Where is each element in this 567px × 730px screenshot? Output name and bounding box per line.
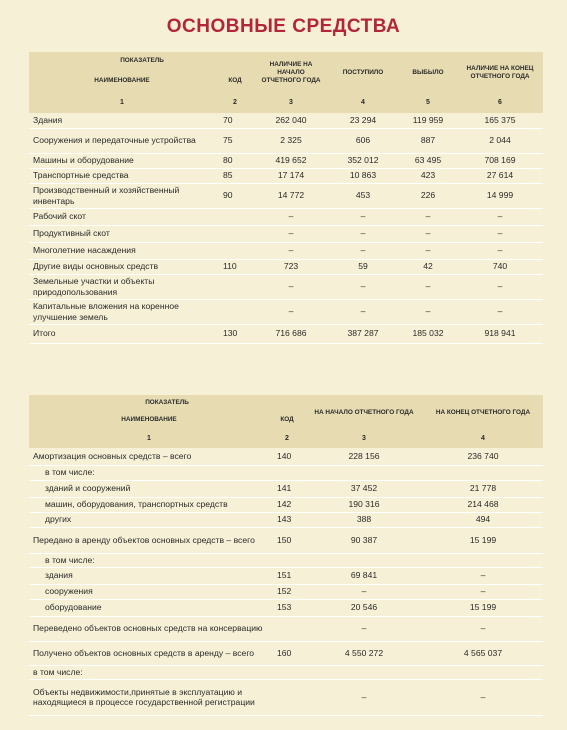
column-number: 3 (255, 93, 327, 113)
table-cell: 352 012 (327, 153, 399, 168)
table-cell: 17 174 (255, 168, 327, 183)
name-header: НАИМЕНОВАНИЕ (29, 69, 215, 93)
table-row (29, 242, 543, 259)
table-cell: 90 387 (305, 527, 423, 553)
table-cell: 10 863 (327, 168, 399, 183)
table-row (29, 299, 543, 324)
table-cell (269, 553, 305, 567)
table-cell: 119 959 (399, 113, 457, 128)
table-cell: – (327, 208, 399, 225)
disposed-header: ВЫБЫЛО (399, 52, 457, 93)
column-number: 1 (29, 430, 269, 448)
table-cell: – (423, 567, 543, 584)
column-numbers-row (29, 93, 543, 113)
table-row (29, 480, 543, 497)
table-cell: – (255, 208, 327, 225)
table-cell: – (327, 242, 399, 259)
row-label: Другие виды основных средств (29, 259, 215, 274)
table-cell: 21 778 (423, 480, 543, 497)
table-cell: 494 (423, 512, 543, 527)
table-row (29, 324, 543, 343)
table-row (29, 153, 543, 168)
table-cell: – (457, 225, 543, 242)
table-cell: – (399, 299, 457, 324)
table-cell: 388 (305, 512, 423, 527)
end-of-year-header: НА КОНЕЦ ОТЧЕТНОГО ГОДА (423, 395, 543, 430)
row-label: Продуктивный скот (29, 225, 215, 242)
table-cell: 236 740 (423, 448, 543, 465)
table-cell: 15 199 (423, 599, 543, 616)
row-label: в том числе: (29, 553, 269, 567)
table-cell: – (457, 299, 543, 324)
row-label: Капитальные вложения на коренное улучшение земель (29, 299, 215, 324)
row-label: Производственный и хозяйственный инвентарь (29, 183, 215, 208)
column-number: 6 (457, 93, 543, 113)
table-cell: – (457, 274, 543, 299)
table-cell: 423 (399, 168, 457, 183)
table-cell: – (399, 208, 457, 225)
table-cell: 42 (399, 259, 457, 274)
row-label: в том числе: (29, 465, 269, 480)
table-cell: 716 686 (255, 324, 327, 343)
start-of-year-header: НАЛИЧИЕ НА НАЧАЛО ОТЧЕТНОГО ГОДА (255, 52, 327, 93)
table-row (29, 225, 543, 242)
table-row (29, 183, 543, 208)
table-cell: 14 999 (457, 183, 543, 208)
table-row (29, 259, 543, 274)
column-number: 3 (305, 430, 423, 448)
table-cell: 4 550 272 (305, 641, 423, 665)
table-cell: 740 (457, 259, 543, 274)
table-row (29, 512, 543, 527)
row-label: зданий и сооружений (29, 480, 269, 497)
table-cell: 85 (215, 168, 255, 183)
table-cell: – (255, 242, 327, 259)
table-cell: 165 375 (457, 113, 543, 128)
table-cell (215, 242, 255, 259)
table-cell (215, 208, 255, 225)
row-label: Итого (29, 324, 215, 343)
table-row (29, 679, 543, 715)
row-label: машин, оборудования, транспортных средств (29, 497, 269, 512)
table-cell: 152 (269, 584, 305, 599)
indicator-header: ПОКАЗАТЕЛЬ (29, 395, 305, 410)
table-row (29, 497, 543, 512)
table-cell: 80 (215, 153, 255, 168)
table-cell: – (399, 225, 457, 242)
row-label: в том числе: (29, 665, 269, 679)
row-label: Транспортные средства (29, 168, 215, 183)
table-cell: – (255, 274, 327, 299)
table-cell: 2 044 (457, 128, 543, 153)
table-cell: – (399, 242, 457, 259)
table-cell: – (399, 274, 457, 299)
table-cell (305, 465, 423, 480)
table-cell: 226 (399, 183, 457, 208)
table-cell: – (305, 616, 423, 641)
table-cell: 887 (399, 128, 457, 153)
row-label: Машины и оборудование (29, 153, 215, 168)
row-label: Земельные участки и объекты природопользования (29, 274, 215, 299)
table-cell (269, 465, 305, 480)
table-cell: 23 294 (327, 113, 399, 128)
table-cell: 708 169 (457, 153, 543, 168)
table-row (29, 553, 543, 567)
table-row (29, 665, 543, 679)
table-cell: 262 040 (255, 113, 327, 128)
table-cell: 918 941 (457, 324, 543, 343)
table-row (29, 168, 543, 183)
end-of-year-header: НАЛИЧИЕ НА КОНЕЦ ОТЧЕТНОГО ГОДА (457, 52, 543, 93)
table-cell: – (457, 242, 543, 259)
table-row (29, 274, 543, 299)
code-header: КОД (215, 69, 255, 93)
fixed-assets-depreciation-table (29, 395, 543, 716)
row-label: Объекты недвижимости,принятые в эксплуатацию и находящиеся в процессе государственной регистрации (29, 679, 269, 715)
table-header-row (29, 395, 543, 410)
row-label: Здания (29, 113, 215, 128)
table-row (29, 599, 543, 616)
code-header: КОД (269, 410, 305, 430)
column-numbers-row (29, 430, 543, 448)
table-row (29, 465, 543, 480)
table-row (29, 113, 543, 128)
table-row (29, 448, 543, 465)
column-number: 2 (269, 430, 305, 448)
row-label: Многолетние насаждения (29, 242, 215, 259)
table-cell (305, 553, 423, 567)
table-cell: 723 (255, 259, 327, 274)
start-of-year-header: НА НАЧАЛО ОТЧЕТНОГО ГОДА (305, 395, 423, 430)
row-label: оборудование (29, 599, 269, 616)
table-cell: 143 (269, 512, 305, 527)
row-label: Сооружения и передаточные устройства (29, 128, 215, 153)
table-cell: 228 156 (305, 448, 423, 465)
table-cell (269, 665, 305, 679)
table-row (29, 527, 543, 553)
table-row (29, 208, 543, 225)
table-cell: 151 (269, 567, 305, 584)
table-cell: – (327, 299, 399, 324)
table-cell: – (327, 225, 399, 242)
table-cell: 150 (269, 527, 305, 553)
table-cell: 90 (215, 183, 255, 208)
page-title: ОСНОВНЫЕ СРЕДСТВА (166, 16, 401, 37)
table-row (29, 567, 543, 584)
table-cell: 140 (269, 448, 305, 465)
table-cell: 130 (215, 324, 255, 343)
indicator-header: ПОКАЗАТЕЛЬ (29, 52, 255, 69)
table-cell: – (327, 274, 399, 299)
table-cell: 419 652 (255, 153, 327, 168)
row-label: Амортизация основных средств – всего (29, 448, 269, 465)
table-cell: – (255, 225, 327, 242)
table-cell: – (305, 679, 423, 715)
row-label: Рабочий скот (29, 208, 215, 225)
column-number: 1 (29, 93, 215, 113)
table-cell: 70 (215, 113, 255, 128)
table-cell: 185 032 (399, 324, 457, 343)
table-cell: 606 (327, 128, 399, 153)
column-number: 4 (423, 430, 543, 448)
table-cell (215, 225, 255, 242)
table-cell: 15 199 (423, 527, 543, 553)
table-row (29, 584, 543, 599)
table-cell: 153 (269, 599, 305, 616)
table-row (29, 616, 543, 641)
table-header-row (29, 52, 543, 69)
table-cell: 75 (215, 128, 255, 153)
table-cell: – (423, 584, 543, 599)
table-cell: 63 495 (399, 153, 457, 168)
table-cell: 2 325 (255, 128, 327, 153)
row-label: Переведено объектов основных средств на консервацию (29, 616, 269, 641)
table-cell (215, 274, 255, 299)
row-label: других (29, 512, 269, 527)
table-cell (423, 665, 543, 679)
row-label: сооружения (29, 584, 269, 599)
table-cell: – (423, 616, 543, 641)
table-cell (305, 665, 423, 679)
table-cell: 20 546 (305, 599, 423, 616)
table-cell (215, 299, 255, 324)
table-cell: 214 468 (423, 497, 543, 512)
table-row (29, 128, 543, 153)
name-header: НАИМЕНОВАНИЕ (29, 410, 269, 430)
table-cell: 190 316 (305, 497, 423, 512)
table-cell: 37 452 (305, 480, 423, 497)
table-cell: – (255, 299, 327, 324)
table-cell (423, 465, 543, 480)
received-header: ПОСТУПИЛО (327, 52, 399, 93)
table-cell: 141 (269, 480, 305, 497)
column-number: 2 (215, 93, 255, 113)
table-cell (269, 616, 305, 641)
table-cell: 110 (215, 259, 255, 274)
row-label: Передано в аренду объектов основных средств – всего (29, 527, 269, 553)
table-cell (269, 679, 305, 715)
table-cell: 27 614 (457, 168, 543, 183)
table-row (29, 641, 543, 665)
row-label: здания (29, 567, 269, 584)
table-cell: 69 841 (305, 567, 423, 584)
table-cell: 160 (269, 641, 305, 665)
table-cell: 387 287 (327, 324, 399, 343)
table-cell: 14 772 (255, 183, 327, 208)
table-cell: 453 (327, 183, 399, 208)
table-cell (423, 553, 543, 567)
table-cell: – (457, 208, 543, 225)
row-label: Получено объектов основных средств в аренду – всего (29, 641, 269, 665)
fixed-assets-movement-table (29, 52, 543, 344)
table-cell: 4 565 037 (423, 641, 543, 665)
column-number: 4 (327, 93, 399, 113)
table-cell: – (305, 584, 423, 599)
table-cell: 142 (269, 497, 305, 512)
table-cell: 59 (327, 259, 399, 274)
column-number: 5 (399, 93, 457, 113)
table-cell: – (423, 679, 543, 715)
